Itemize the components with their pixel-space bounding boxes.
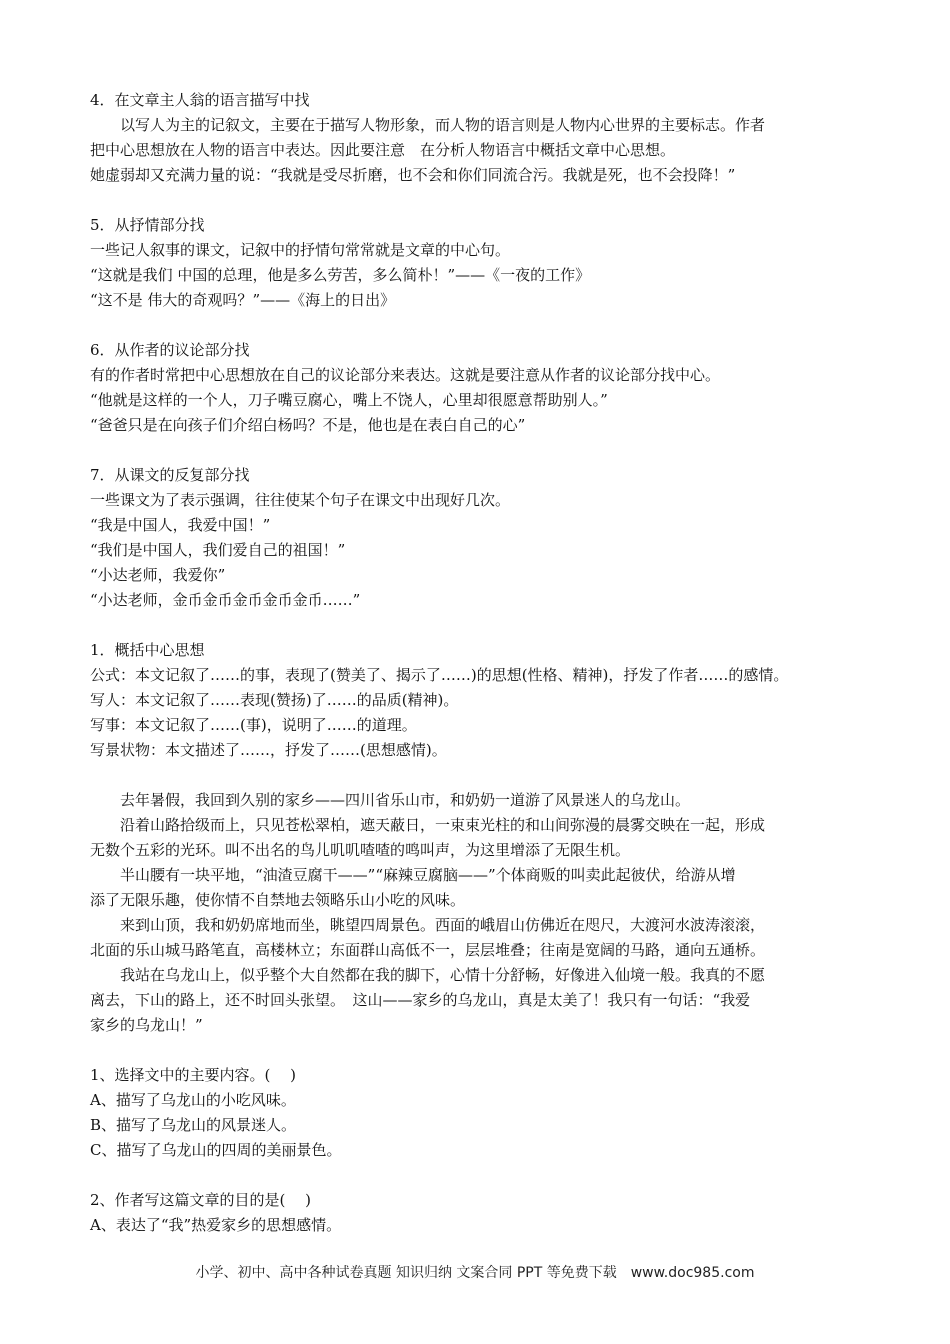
question-option: B、描写了乌龙山的风景迷人。	[90, 1116, 297, 1134]
example-quote: “我们是中国人，我们爱自己的祖国！”	[90, 541, 346, 559]
paragraph-line: 有的作者时常把中心思想放在自己的议论部分来表达。这就是要注意从作者的议论部分找中心。	[90, 366, 721, 384]
formula-line: 写事：本文记叙了……(事)，说明了……的道理。	[90, 716, 417, 734]
section-heading: 5．从抒情部分找	[90, 216, 205, 234]
example-quote: “这不是 伟大的奇观吗？”——《海上的日出》	[90, 291, 396, 309]
section-heading: 4．在文章主人翁的语言描写中找	[90, 91, 310, 109]
blank-line	[90, 313, 870, 338]
article-paragraph: 来到山顶，我和奶奶席地而坐，眺望四周景色。西面的峨眉山仿佛近在咫尺，大渡河水波涛滚滚，	[120, 916, 766, 934]
blank-line	[90, 613, 870, 638]
article-paragraph: 沿着山路拾级而上，只见苍松翠柏，遮天蔽日，一束束光柱的和山间弥漫的晨雾交映在一起，形成	[120, 816, 766, 834]
section-heading: 1．概括中心思想	[90, 641, 205, 659]
question-option: C、描写了乌龙山的四周的美丽景色。	[90, 1141, 342, 1159]
question-prompt: 2、作者写这篇文章的目的是( )	[90, 1191, 312, 1209]
article-paragraph: 家乡的乌龙山！”	[90, 1016, 203, 1034]
article-paragraph: 北面的乐山城马路笔直，高楼林立；东面群山高低不一，层层堆叠；往南是宽阔的马路，通向五通桥。	[90, 941, 766, 959]
blank-line	[90, 763, 870, 788]
article-paragraph: 添了无限乐趣，使你情不自禁地去领略乐山小吃的风味。	[90, 891, 466, 909]
blank-line	[90, 438, 870, 463]
paragraph-line: 一些课文为了表示强调，往往使某个句子在课文中出现好几次。	[90, 491, 511, 509]
document-body	[90, 88, 870, 1238]
example-quote: 她虚弱却又充满力量的说：“我就是受尽折磨，也不会和你们同流合污。我就是死，也不会投降！”	[90, 166, 736, 184]
example-quote: “小达老师，我爱你”	[90, 566, 226, 584]
page-footer: 小学、初中、高中各种试卷真题 知识归纳 文案合同 PPT 等免费下载 www.doc985.com	[195, 1265, 755, 1281]
blank-line	[90, 1163, 870, 1188]
article-paragraph: 我站在乌龙山上，似乎整个大自然都在我的脚下，心情十分舒畅，好像进入仙境一般。我真的不愿	[120, 966, 766, 984]
blank-line	[90, 1038, 870, 1063]
article-paragraph: 离去，下山的路上，还不时回头张望。 这山——家乡的乌龙山，真是太美了！我只有一句话：“我爱	[90, 991, 751, 1009]
blank-line	[90, 188, 870, 213]
example-quote: “这就是我们 中国的总理，他是多么劳苦，多么简朴！”——《一夜的工作》	[90, 266, 591, 284]
formula-line: 写景状物：本文描述了……，抒发了……(思想感情)。	[90, 741, 447, 759]
article-paragraph: 无数个五彩的光环。叫不出名的鸟儿叽叽喳喳的鸣叫声，为这里增添了无限生机。	[90, 841, 631, 859]
example-quote: “我是中国人，我爱中国！”	[90, 516, 271, 534]
article-paragraph: 半山腰有一块平地，“油渣豆腐干——”“麻辣豆腐脑——”个体商贩的叫卖此起彼伏，给游从增	[120, 866, 736, 884]
example-quote: “小达老师，金币金币金币金币金币……”	[90, 591, 361, 609]
paragraph-line: 以写人为主的记叙文，主要在于描写人物形象，而人物的语言则是人物内心世界的主要标志。作者	[120, 116, 766, 134]
example-quote: “爸爸只是在向孩子们介绍白杨吗？不是，他也是在表白自己的心”	[90, 416, 526, 434]
question-prompt: 1、选择文中的主要内容。( )	[90, 1066, 297, 1084]
formula-line: 公式：本文记叙了……的事，表现了(赞美了、揭示了……)的思想(性格、精神)，抒发了作者……的感情。	[90, 666, 789, 684]
formula-line: 写人：本文记叙了……表现(赞扬)了……的品质(精神)。	[90, 691, 459, 709]
question-option: A、表达了“我”热爱家乡的思想感情。	[90, 1216, 342, 1234]
section-heading: 6．从作者的议论部分找	[90, 341, 250, 359]
paragraph-line: 把中心思想放在人物的语言中表达。因此要注意 在分析人物语言中概括文章中心思想。	[90, 141, 676, 159]
article-paragraph: 去年暑假，我回到久别的家乡——四川省乐山市，和奶奶一道游了风景迷人的乌龙山。	[120, 791, 691, 809]
paragraph-line: 一些记人叙事的课文，记叙中的抒情句常常就是文章的中心句。	[90, 241, 511, 259]
section-heading: 7．从课文的反复部分找	[90, 466, 250, 484]
question-option: A、描写了乌龙山的小吃风味。	[90, 1091, 296, 1109]
example-quote: “他就是这样的一个人，刀子嘴豆腐心，嘴上不饶人，心里却很愿意帮助别人。”	[90, 391, 608, 409]
